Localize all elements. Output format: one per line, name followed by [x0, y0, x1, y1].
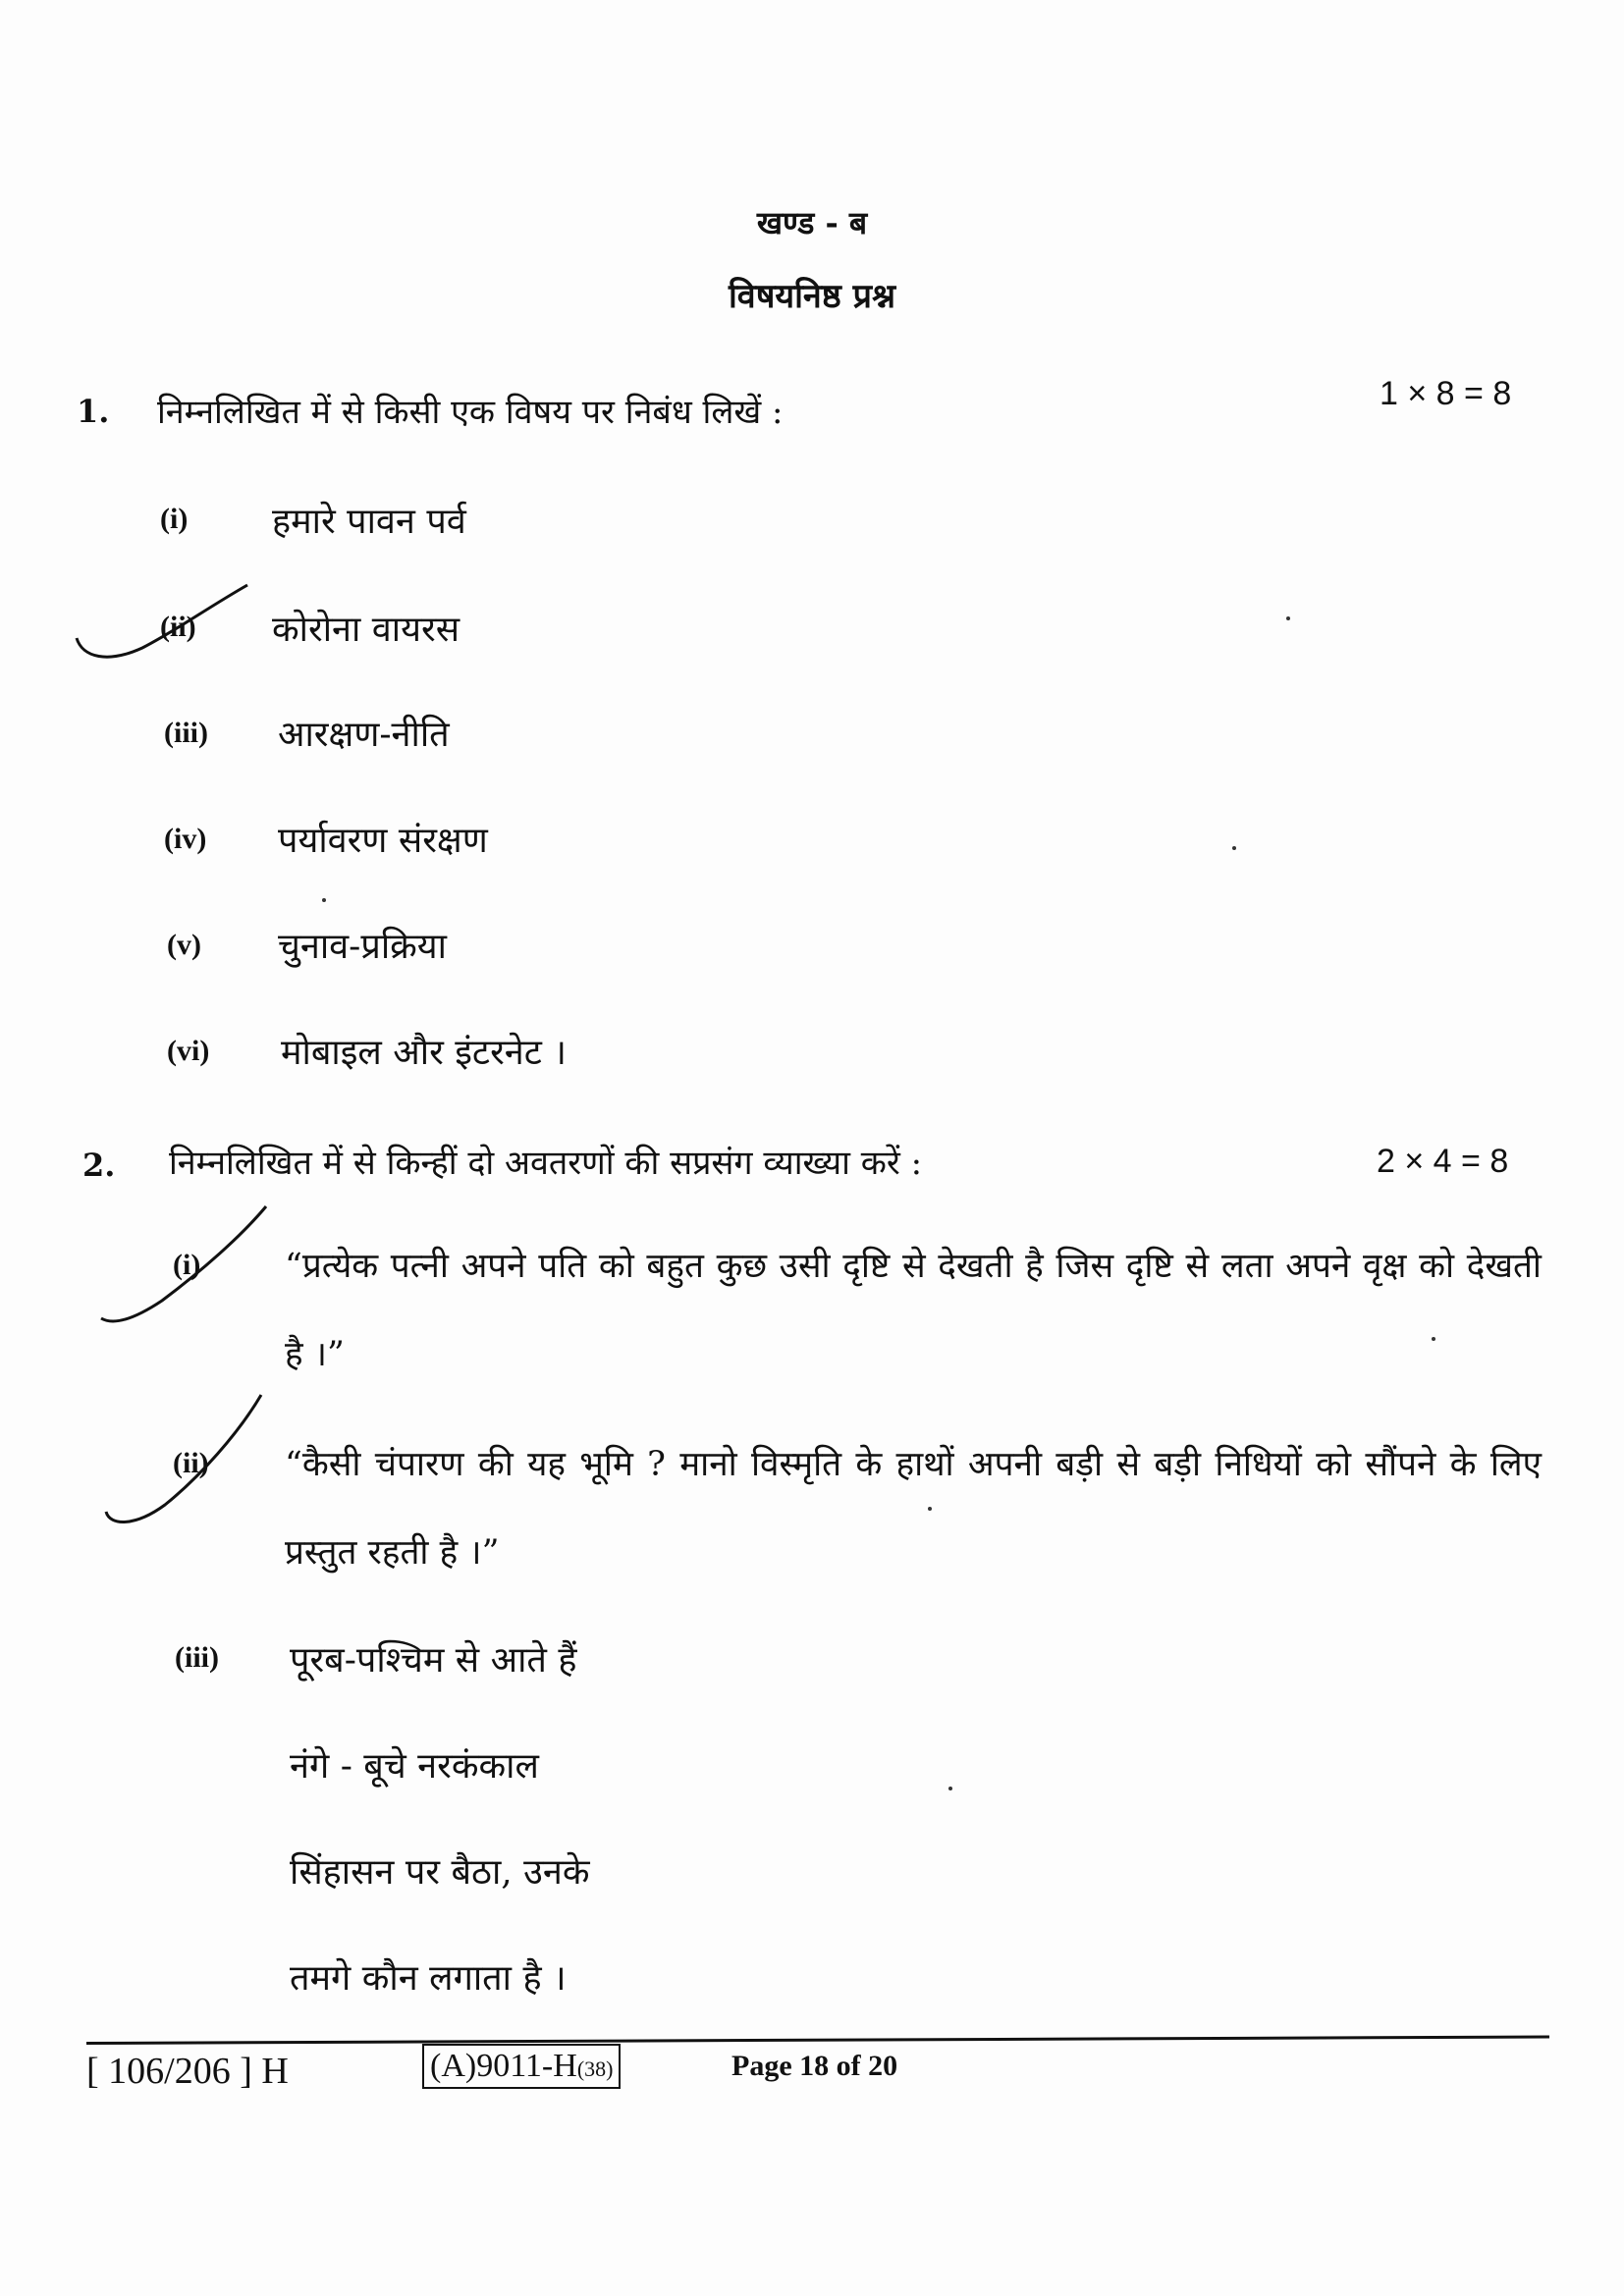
- q1-option-text: हमारे पावन पर्व: [272, 502, 466, 542]
- scan-speck: [948, 1787, 952, 1790]
- scan-speck: [928, 1507, 932, 1511]
- q1-option-label: (v): [167, 929, 201, 961]
- scan-speck: [1232, 846, 1236, 850]
- q2-option-label: (ii): [173, 1447, 209, 1479]
- checkmark-icon: [96, 1389, 273, 1536]
- question-1-number: 1.: [77, 393, 110, 430]
- scan-speck: [322, 898, 326, 902]
- boxed-code-main: (A)9011-H: [430, 2048, 577, 2084]
- question-2-marks: 2 × 4 = 8: [1377, 1143, 1509, 1180]
- checkmark-icon: [69, 579, 255, 667]
- footer-rule: [86, 2035, 1549, 2045]
- q1-option-text: कोरोना वायरस: [272, 610, 460, 650]
- question-2-text: निम्नलिखित में से किन्हीं दो अवतरणों की सप्रसंग व्याख्या करें :: [169, 1144, 923, 1183]
- poem-line: सिंहासन पर बैठा, उनके: [290, 1852, 590, 1893]
- section-heading: खण्ड - ब: [756, 204, 868, 241]
- question-1-text: निम्नलिखित में से किसी एक विषय पर निबंध लिखें :: [157, 393, 784, 432]
- footer-page-number: Page 18 of 20: [731, 2050, 898, 2082]
- q2-option-label: (i): [173, 1249, 201, 1281]
- q1-option-text: आरक्षण-नीति: [278, 715, 450, 755]
- scan-speck: [1432, 1337, 1435, 1341]
- footer-boxed-code: [422, 2044, 621, 2089]
- q2-option-passage: “प्रत्येक पत्नी अपने पति को बहुत कुछ उसी दृष्टि से देखती है जिस दृष्टि से लता अपने वृक्ष को देखती है ।”: [285, 1247, 1542, 1374]
- q1-option-text: मोबाइल और इंटरनेट ।: [281, 1033, 568, 1073]
- q1-option-label: (iii): [164, 717, 208, 749]
- q1-option-label: (vi): [167, 1035, 210, 1067]
- poem-line: तमगे कौन लगाता है ।: [290, 1958, 567, 1999]
- checkmark-icon: [93, 1202, 280, 1340]
- q1-option-label: (i): [160, 503, 189, 535]
- q2-option-passage: “कैसी चंपारण की यह भूमि ? मानो विस्मृति के हाथों अपनी बड़ी से बड़ी निधियों को सौंपने के लिए प्रस्तुत रहती है ।”: [285, 1445, 1542, 1573]
- scan-speck: [1286, 616, 1290, 620]
- question-1-marks: 1 × 8 = 8: [1380, 375, 1512, 412]
- footer-paper-code: [ 106/206 ] H: [86, 2051, 289, 2092]
- q2-option-label: (iii): [175, 1641, 219, 1674]
- boxed-code-suffix: (38): [576, 2056, 614, 2081]
- q1-option-label: (iv): [164, 823, 207, 855]
- poem-line: नंगे - बूचे नरकंकाल: [290, 1746, 539, 1787]
- q1-option-text: चुनाव-प्रक्रिया: [278, 927, 448, 967]
- question-2-number: 2.: [82, 1147, 116, 1184]
- q1-option-label: (ii): [160, 611, 196, 643]
- section-subheading: विषयनिष्ठ प्रश्न: [728, 277, 895, 316]
- poem-line: पूरब-पश्चिम से आते हैं: [290, 1640, 577, 1681]
- q1-option-text: पर्यावरण संरक्षण: [278, 821, 488, 861]
